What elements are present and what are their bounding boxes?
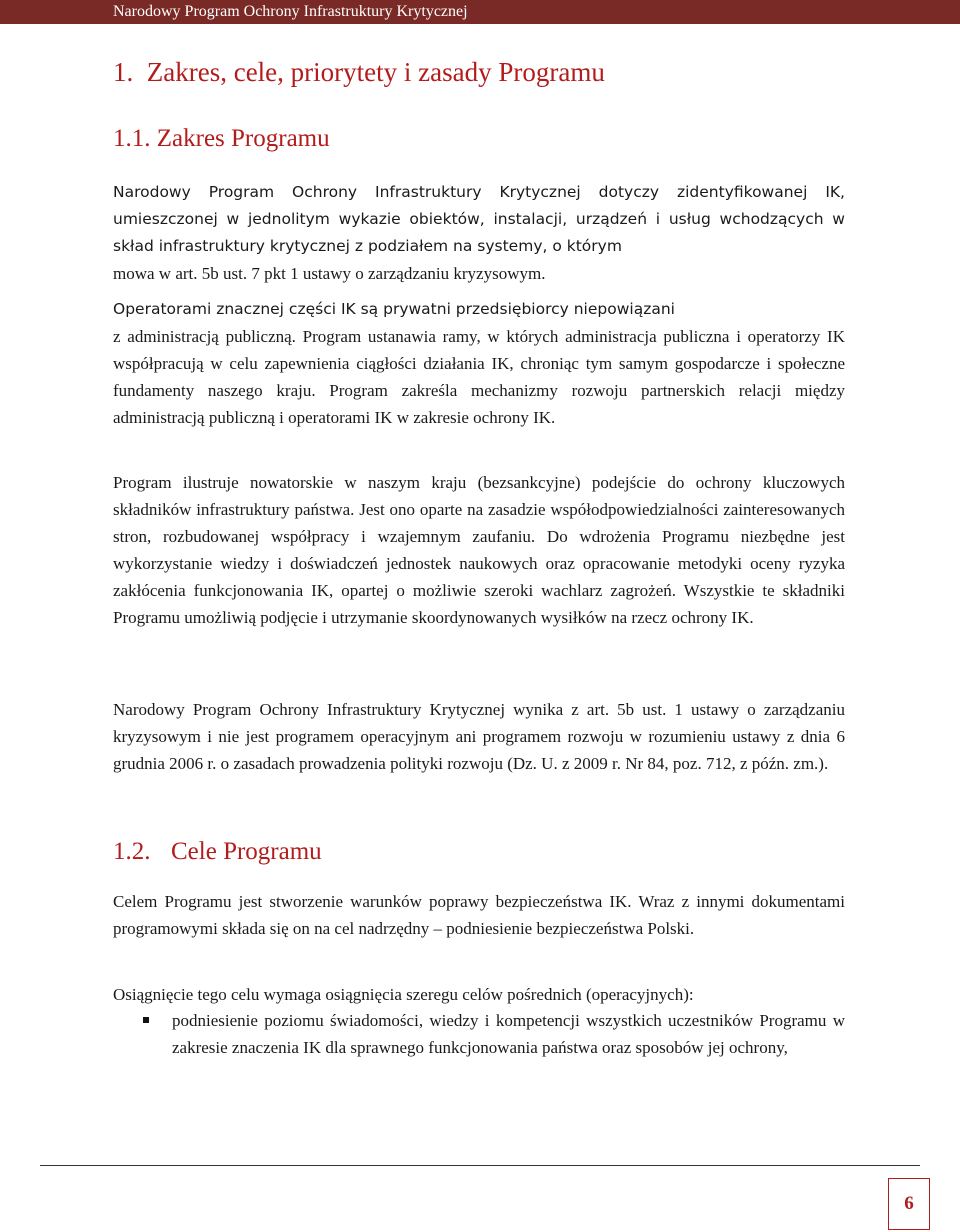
section-1-2-number: 1.2.	[113, 838, 151, 865]
section-1-1-paragraph-2: z administracją publiczną. Program ustanawia ramy, w których administracja publiczna i operatorzy IK współpracują w celu zapewnienia ciągłości działania IK, chroniąc tym samym gospodarcze i społeczne fundamenty naszego kraju. Program zakreśla mechanizmy rozwoju partnerskich relacji między administracją publiczną i operatorami IK w zakresie ochrony IK.	[113, 327, 845, 427]
square-bullet-icon	[143, 1017, 149, 1023]
chapter-title: 1. Zakres, cele, priorytety i zasady Programu	[113, 57, 605, 87]
section-1-1-paragraph-1: Narodowy Program Ochrony Infrastruktury Krytycznej dotyczy zidentyfikowanej IK, umieszczonej w jednolitym wykazie obiektów, instalacji, urządzeń i usług wchodzących w skład infrastruktury krytycznej z podziałem na systemy, o którym	[113, 183, 845, 255]
section-1-1-paragraph-3: Program ilustruje nowatorskie w naszym kraju (bezsankcyjne) podejście do ochrony kluczowych składników infrastruktury państwa. Jest ono oparte na zasadzie współodpowiedzialności zainteresowanych stron, rozbudowanej współpracy i wzajemnym zaufaniu. Do wdrożenia Programu niezbędne jest wykorzystanie wiedzy i doświadczeń jednostek naukowych oraz opracowanie metodyki oceny ryzyka zakłócenia funkcjonowania IK, opartej o możliwie szeroki wachlarz zagrożeń. Wszystkie te składniki Programu umożliwią podjęcie i utrzymanie skoordynowanych wysiłków na rzecz ochrony IK.	[113, 473, 845, 627]
section-1-1-paragraph-4: Narodowy Program Ochrony Infrastruktury Krytycznej wynika z art. 5b ust. 1 ustawy o zarządzaniu kryzysowym i nie jest programem operacyjnym ani programem rozwoju w rozumieniu ustawy z dnia 6 grudnia 2006 r. o zasadach prowadzenia polityki rozwoju (Dz. U. z 2009 r. Nr 84, poz. 712, z późn. zm.).	[113, 700, 845, 773]
section-1-1-title: 1.1. Zakres Programu	[113, 125, 330, 152]
section-1-1-paragraph-1-end: mowa w art. 5b ust. 7 pkt 1 ustawy o zarządzaniu kryzysowym.	[113, 264, 546, 283]
list-item-text: podniesienie poziomu świadomości, wiedzy i kompetencji wszystkich uczestników Programu w zakresie znaczenia IK dla sprawnego funkcjonowania państwa oraz sposobów jej ochrony,	[172, 1011, 845, 1057]
page-number: 6	[888, 1178, 930, 1230]
footer-divider	[40, 1165, 920, 1166]
list-item	[113, 1007, 845, 1061]
running-header-title: Narodowy Program Ochrony Infrastruktury Krytycznej	[113, 3, 468, 20]
section-1-2-title	[113, 834, 873, 870]
operational-goals-list	[113, 1007, 845, 1061]
section-1-2-paragraph-1: Celem Programu jest stworzenie warunków poprawy bezpieczeństwa IK. Wraz z innymi dokumentami programowymi składa się on na cel nadrzędny – podniesienie bezpieczeństwa Polski.	[113, 892, 845, 938]
section-1-2-title-text: Cele Programu	[171, 838, 322, 865]
section-1-2-paragraph-2: Osiągnięcie tego celu wymaga osiągnięcia szeregu celów pośrednich (operacyjnych):	[113, 985, 694, 1004]
section-1-1-paragraph-2-start: Operatorami znacznej części IK są prywatni przedsiębiorcy niepowiązani	[113, 300, 675, 318]
running-header	[0, 0, 960, 24]
